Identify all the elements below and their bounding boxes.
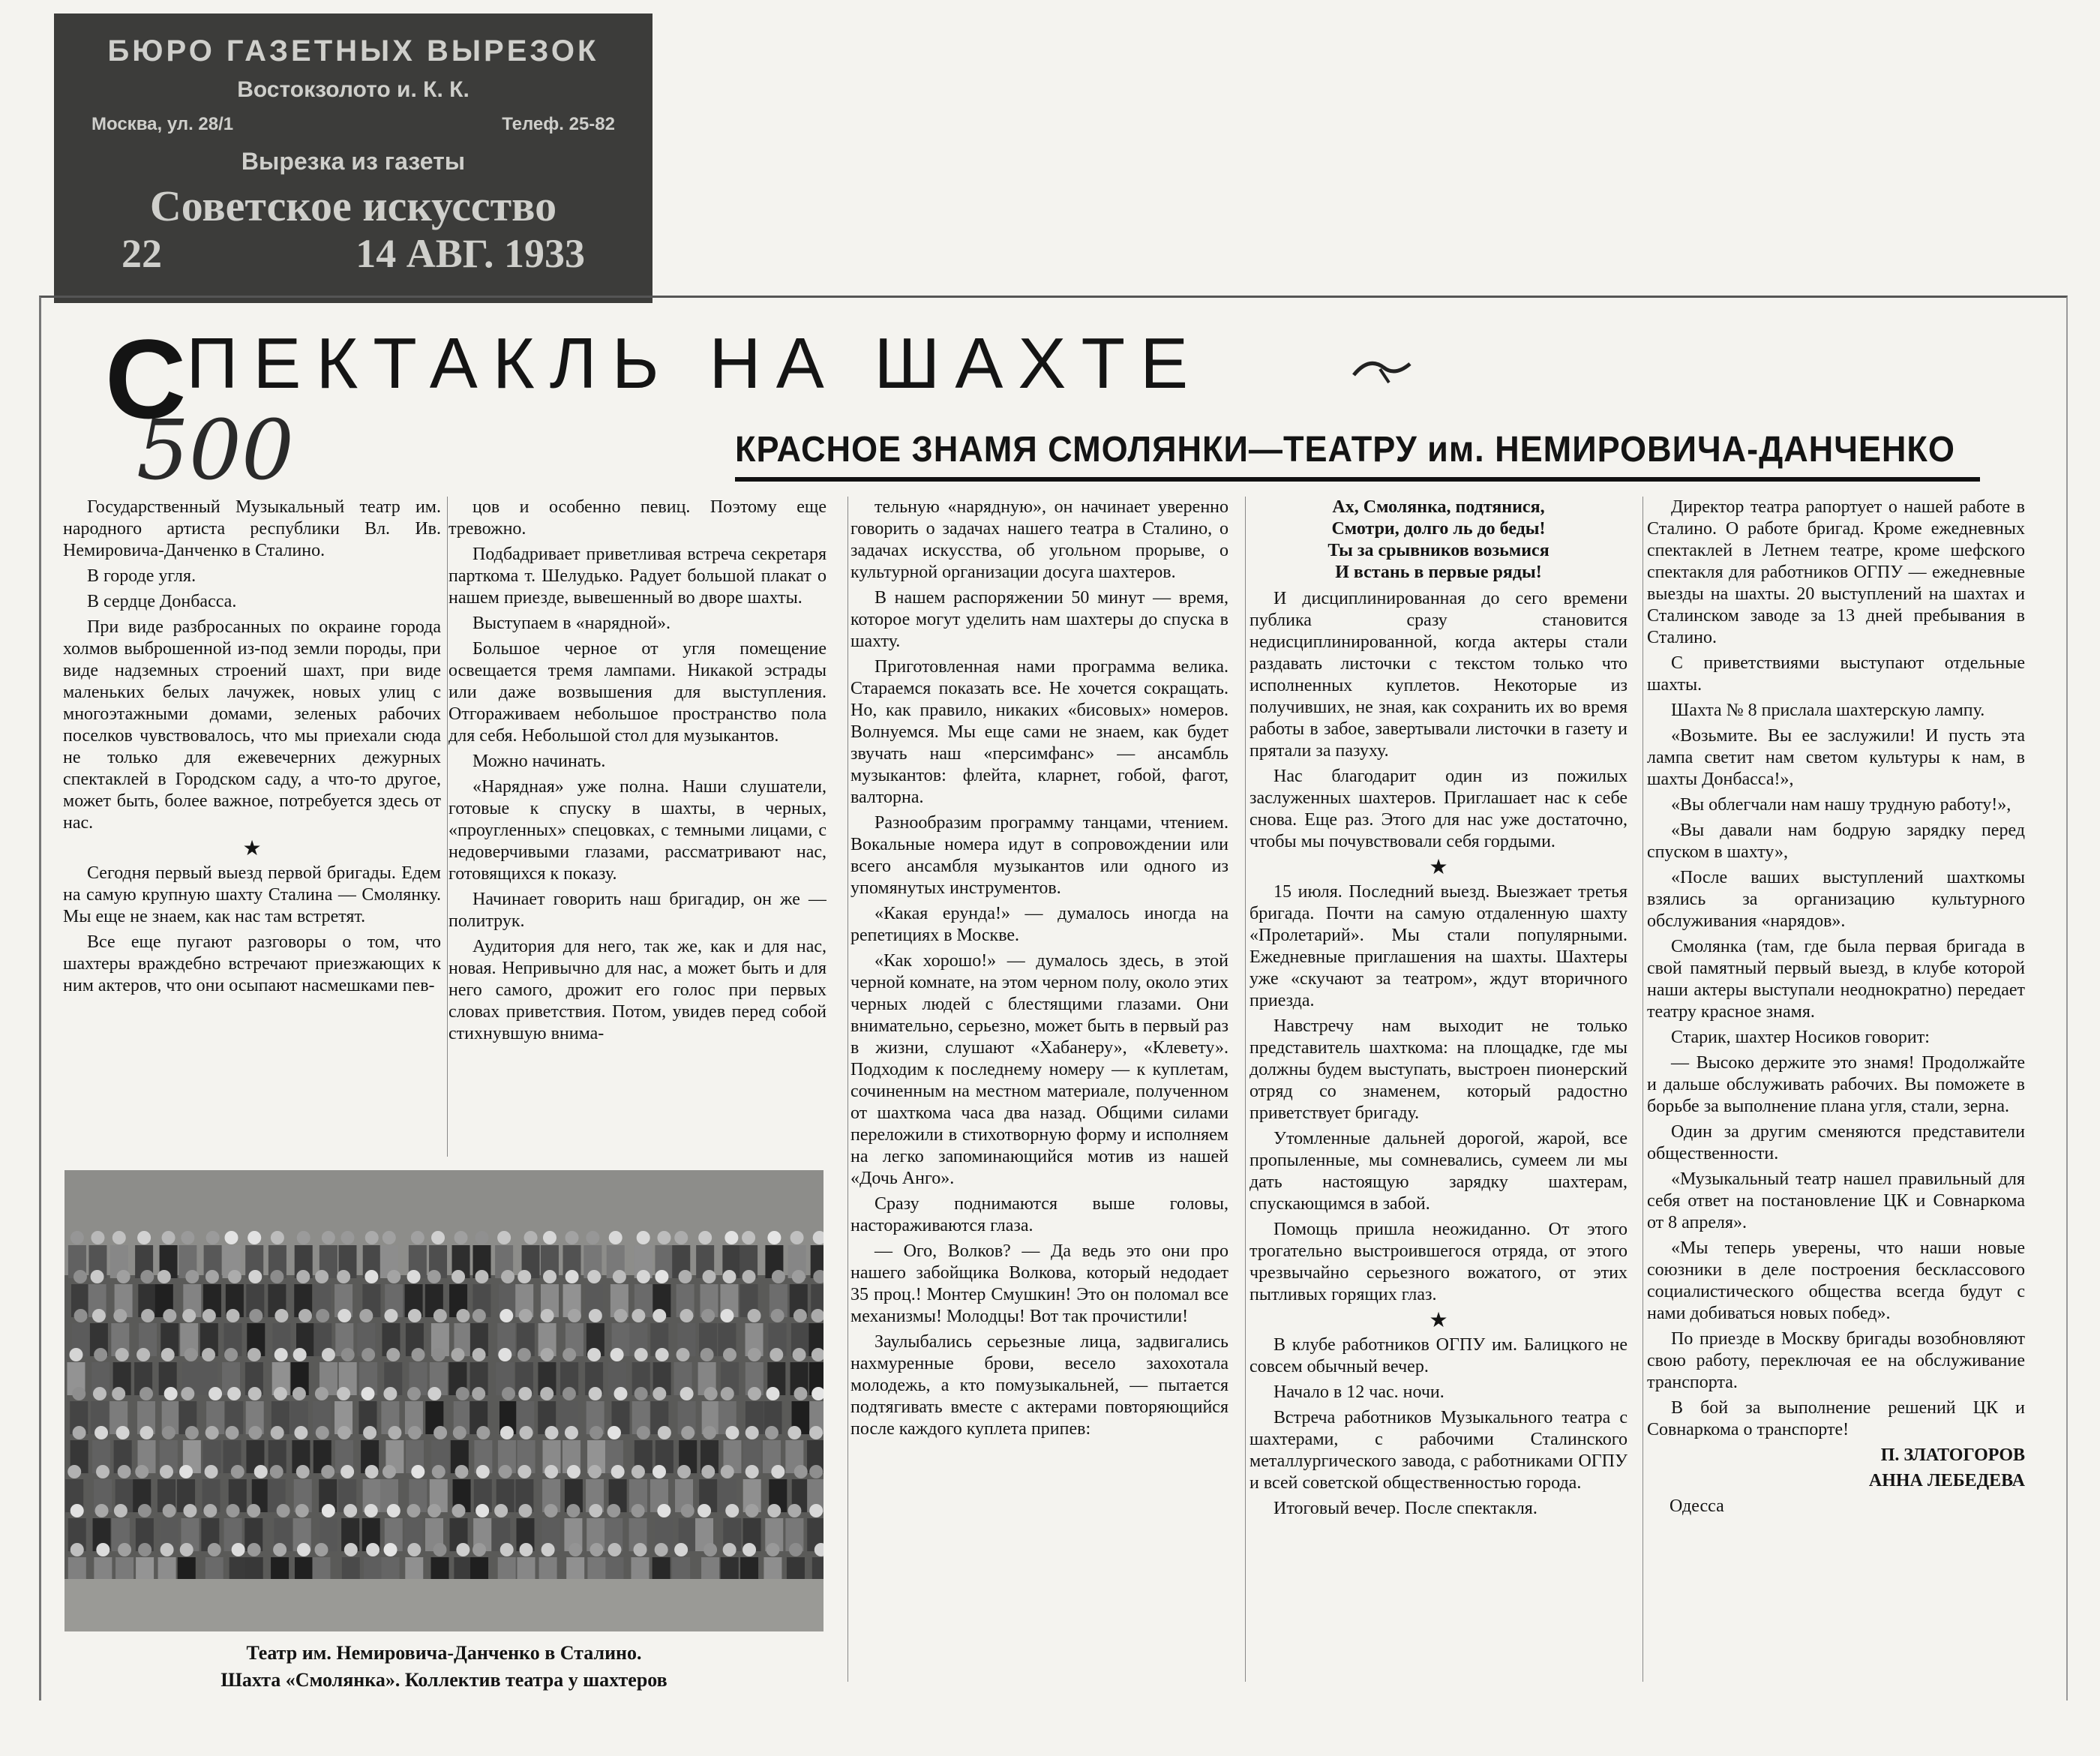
subheadline: КРАСНОЕ ЗНАМЯ СМОЛЯНКИ—ТЕАТРУ им. НЕМИРОВИЧА-ДАНЧЕНКО: [735, 430, 1955, 470]
article-paragraph: В нашем распоряжении 50 минут — время, которое могут уделить нам шахтеры до спуска в шахту.: [850, 588, 1228, 651]
article-paragraph: Приготовленная нами программа велика. Стараемся показать все. Не хочется сокращать. Но, как правило, никаких «бисовых» номеров. Волнуемся. Мы еще сами не знаем, как будет звучать наш «персимфанс» — ансамбль музыкантов: флейта, кларнет, гобой, фагот, валторна.: [850, 657, 1228, 807]
stamp-newspaper-name: Советское искусство: [149, 182, 557, 230]
chorus-line: Смотри, долго ль до беды!: [1331, 519, 1546, 539]
article-paragraph: В клубе работников ОГПУ им. Балицкого не совсем обычный вечер.: [1250, 1335, 1628, 1376]
chorus-line: Ты за срывников возьмися: [1328, 541, 1550, 560]
article-paragraph: Один за другим сменяются представители общественности.: [1647, 1122, 2025, 1163]
article-paragraph: Шахта № 8 прислала шахтерскую лампу.: [1671, 701, 1985, 720]
article-paragraph: Навстречу нам выходит не только представитель шахткома: на площадке, где мы должны будем выступать, выстроен пионерский отряд со знаменем, который радостно приветствует бригаду.: [1250, 1016, 1628, 1123]
article-paragraph: Начинает говорить наш бригадир, он же — политрук.: [448, 890, 826, 931]
article-paragraph: 15 июля. Последний выезд. Выезжает третья бригада. Почти на самую отдаленную шахту «Пролетарий». Мы стали популярными. Ежедневные приглашения на шахты. Шахтеры уже «скучают за театром», ждут вторичного приезда.: [1250, 882, 1628, 1010]
author-2: АННА ЛЕБЕДЕВА: [1868, 1471, 2025, 1490]
stamp-owner: Востокзолото и. К. К.: [237, 77, 470, 102]
article-paragraph: Государственный Музыкальный театр им. народного артиста республики Вл. Ив. Немировича-Данченко в Сталино.: [63, 497, 441, 560]
photo-caption-line-1: Театр им. Немировича-Данченко в Сталино.: [246, 1642, 642, 1664]
photo-caption: [64, 1640, 824, 1694]
chorus-verse: [1250, 497, 1628, 584]
article-paragraph: И дисциплинированная до сего времени публика сразу становится недисциплинированной, когда актеры стали раздавать листочки с текстом только что исполненных куплетов. Некоторые из получивших, не зная, как сохранить их во время работы в забое, завертывали листочки в газету и прятали за пазуху.: [1250, 589, 1628, 761]
article-column-2: [448, 497, 826, 1157]
article-paragraph: При виде разбросанных по окраине города холмов выброшенной из-под земли породы, при виде надземных строений шахт, при виде маленьких белых лачужек, новых улиц с многоэтажными домами, зеленых рабочих поселков чувствовалось, что мы приехали сюда не только для ежевечерних дежурных спектаклей в Городском саду, а что-то другое, может быть, более важное, потребуется здесь от нас.: [63, 617, 441, 833]
chorus-line: Ах, Смолянка, подтянися,: [1332, 497, 1545, 517]
article-paragraph: Можно начинать.: [472, 752, 606, 771]
chorus-line: И встань в первые ряды!: [1335, 563, 1542, 582]
stamp-clipping-label: Вырезка из газеты: [241, 148, 466, 175]
stamp-bureau-name: БЮРО ГАЗЕТНЫХ ВЫРЕЗОК: [107, 35, 599, 68]
article-paragraph: Утомленные дальней дорогой, жарой, все пропыленные, мы сомневались, сумеем ли мы дать настоящую зарядку шахтерам, спускающимся в забой.: [1250, 1129, 1628, 1214]
photo-miners-and-troupe: [64, 1170, 824, 1631]
section-star-divider: ★: [1429, 856, 1448, 879]
article-column-1: [63, 497, 441, 1157]
article-paragraph: — Высоко держите это знамя! Продолжайте и дальше обслуживать рабочих. Вы поможете в борьбе за выполнение плана угля, стали, зерна.: [1647, 1053, 2025, 1116]
article-paragraph: «Какая ерунда!» — думалось иногда на репетициях в Москве.: [850, 904, 1228, 945]
dateline-place: Одесса: [1670, 1496, 1724, 1516]
clipping-stamp: [54, 14, 652, 303]
article-paragraph: «Вы давали нам бодрую зарядку перед спуском в шахту»,: [1647, 821, 2025, 862]
article-paragraph: «Как хорошо!» — думалось здесь, в этой черной комнате, на этом черном полу, около этих черных людей с блестящими глазами. Они внимательно, серьезно, может быть в первый раз в жизни, слушают «Хабанеру», «Клевету». Подходим к последнему номеру — к куплетам, сочиненным на местном материале, полученном от шахткома часа два назад. Общими силами переложили в стихотворную форму и исполняем на легко запоминающийся мотив из нашей «Дочь Анго».: [850, 951, 1228, 1188]
column-divider: [447, 497, 448, 1157]
article-paragraph: В сердце Донбасса.: [87, 592, 237, 611]
author-1: П. ЗЛАТОГОРОВ: [1880, 1445, 2025, 1465]
article-paragraph: «После ваших выступлений шахткомы взялись за организацию культурного обслуживания «нарядов».: [1647, 868, 2025, 931]
article-paragraph: Большое черное от угля помещение освещается тремя лампами. Никакой эстрады или даже возвышения для выступления. Отгораживаем небольшое пространство пола для себя. Небольшой стол для музыкантов.: [448, 639, 826, 746]
article-column-5: [1647, 497, 2025, 1682]
stamp-address-row: [76, 108, 630, 141]
pencil-mark: 500: [136, 402, 294, 498]
section-star-divider: ★: [242, 837, 262, 860]
article-paragraph: С приветствиями выступают отдельные шахты.: [1647, 653, 2025, 695]
article-paragraph: В бой за выполнение решений ЦК и Совнаркома о транспорте!: [1647, 1398, 2025, 1439]
article-paragraph: Начало в 12 час. ночи.: [1274, 1382, 1444, 1402]
article-paragraph: «Возьмите. Вы ее заслужили! И пусть эта лампа светит нам светом культуры к нам, в шахты Донбасса!»,: [1647, 726, 2025, 789]
subheadline-rule: [735, 477, 1980, 482]
column-divider: [1642, 497, 1643, 1682]
article-paragraph: Итоговый вечер. После спектакля.: [1274, 1499, 1538, 1518]
stamp-date: 14 АВГ. 1933: [356, 231, 585, 276]
article-paragraph: Помощь пришла неожиданно. От этого трогательно выстроившегося отряда, от этого чрезвычайно серьезного вожатого, от этих пытливых горящих глаз.: [1250, 1220, 1628, 1304]
headline-rest: ПЕКТАКЛЬ НА ШАХТЕ: [186, 323, 1204, 404]
article-paragraph: цов и особенно певиц. Поэтому еще тревожно.: [448, 497, 826, 539]
article-paragraph: «Нарядная» уже полна. Наши слушатели, готовые к спуску в шахты, в черных, «проугленных» спецовках, с темными лицами, с недоверчивыми глазами, рассматривают нас, готовящихся к показу.: [448, 777, 826, 884]
article-paragraph: «Музыкальный театр нашел правильный для себя ответ на постановление ЦК и Совнаркома от 8 апреля».: [1647, 1169, 2025, 1232]
article-paragraph: Смолянка (там, где была первая бригада в свой памятный первый выезд, в клубе которой наши актеры выступали неоднократно) передает театру красное знамя.: [1647, 937, 2025, 1022]
headline-initial: С: [105, 316, 187, 442]
article-paragraph: Директор театра рапортует о нашей работе в Сталино. О работе бригад. Кроме ежедневных спектаклей в Летнем театре, кроме шефского спектакля для работников ОГПУ — ежедневные выезды на шахты. 20 выступлений на шахтах и Сталинском заводе за 13 дней пребывания в Сталино.: [1647, 497, 2025, 647]
article-paragraph: «Вы облегчали нам нашу трудную работу!»,: [1671, 795, 2012, 815]
article-paragraph: тельную «нарядную», он начинает уверенно говорить о задачах нашего театра в Сталино, о задачах искусства, об угольном прорыве, о культурной организации досуга шахтеров.: [850, 497, 1228, 582]
article-paragraph: В городе угля.: [87, 566, 196, 586]
article-paragraph: Нас благодарит один из пожилых заслуженных шахтеров. Приглашает нас к себе снова. Еще раз. Этого для нас уже достаточно, чтобы мы почувствовали себя гордыми.: [1250, 767, 1628, 851]
article-paragraph: Заулыбались серьезные лица, задвигались нахмуренные брови, весело захохотала молодежь, а кто помузыкальней, — пытается подтягивать вместе с актерами повторяющийся после каждого куплета припев:: [850, 1332, 1228, 1439]
article-paragraph: Встреча работников Музыкального театра с шахтерами, с рабочими Сталинского металлургического завода, с работниками ОГПУ и всей советской общественностью города.: [1250, 1408, 1628, 1493]
article-paragraph: Сегодня первый выезд первой бригады. Едем на самую крупную шахту Сталина — Смолянку. Мы еще не знаем, как нас там встретят.: [63, 863, 441, 926]
headline: [105, 316, 1380, 442]
article-column-4: [1250, 497, 1628, 1682]
article-paragraph: «Мы теперь уверены, что наши новые союзники в деле построения бесклассового социалистического общества всегда будут с нами добиваться новых побед».: [1647, 1238, 2025, 1323]
photo-caption-line-2: Шахта «Смолянка». Коллектив театра у шахтеров: [220, 1669, 668, 1691]
article-paragraph: Старик, шахтер Носиков говорит:: [1671, 1028, 1930, 1047]
flourish-icon: [1350, 353, 1418, 390]
stamp-issue-number: 22: [122, 231, 162, 276]
stamp-phone: Телеф. 25-82: [502, 114, 615, 134]
article-column-3: [850, 497, 1228, 1682]
article-paragraph: Сразу поднимаются выше головы, настораживаются глаза.: [850, 1194, 1228, 1235]
article-paragraph: Подбадривает приветливая встреча секретаря парткома т. Шелудько. Радует большой плакат о нашем приезде, вывешенный во дворе шахты.: [448, 545, 826, 608]
article-paragraph: Аудитория для него, так же, как и для нас, новая. Непривычно для нас, а может быть и для него самого, дрожит его голос при первых словах приветствия. Потом, увидев перед собой стихнувшую внима-: [448, 937, 826, 1043]
article-paragraph: По приезде в Москву бригады возобновляют свою работу, переключая ее на обслуживание транспорта.: [1647, 1329, 2025, 1392]
article-paragraph: Все еще пугают разговоры о том, что шахтеры враждебно встречают приезжающих к ним актеров, что они осыпают насмешками пев-: [63, 932, 441, 995]
article-paragraph: Разнообразим программу танцами, чтением. Вокальные номера идут в сопровождении или всего ансамбля музыкантов или одного из упомянутых инструментов.: [850, 813, 1228, 898]
section-star-divider: ★: [1429, 1309, 1448, 1332]
stamp-address: Москва, ул. 28/1: [92, 114, 234, 134]
stamp-issue-row: [76, 231, 630, 276]
article-paragraph: Выступаем в «нарядной».: [472, 614, 671, 633]
article-paragraph: — Ого, Волков? — Да ведь это они про нашего забойщика Волкова, который недодает 35 проц.! Монтер Смушкин! Это он поломал все механизмы! Молодцы! Вот так прочистили!: [850, 1241, 1228, 1326]
column-divider: [1245, 497, 1246, 1682]
